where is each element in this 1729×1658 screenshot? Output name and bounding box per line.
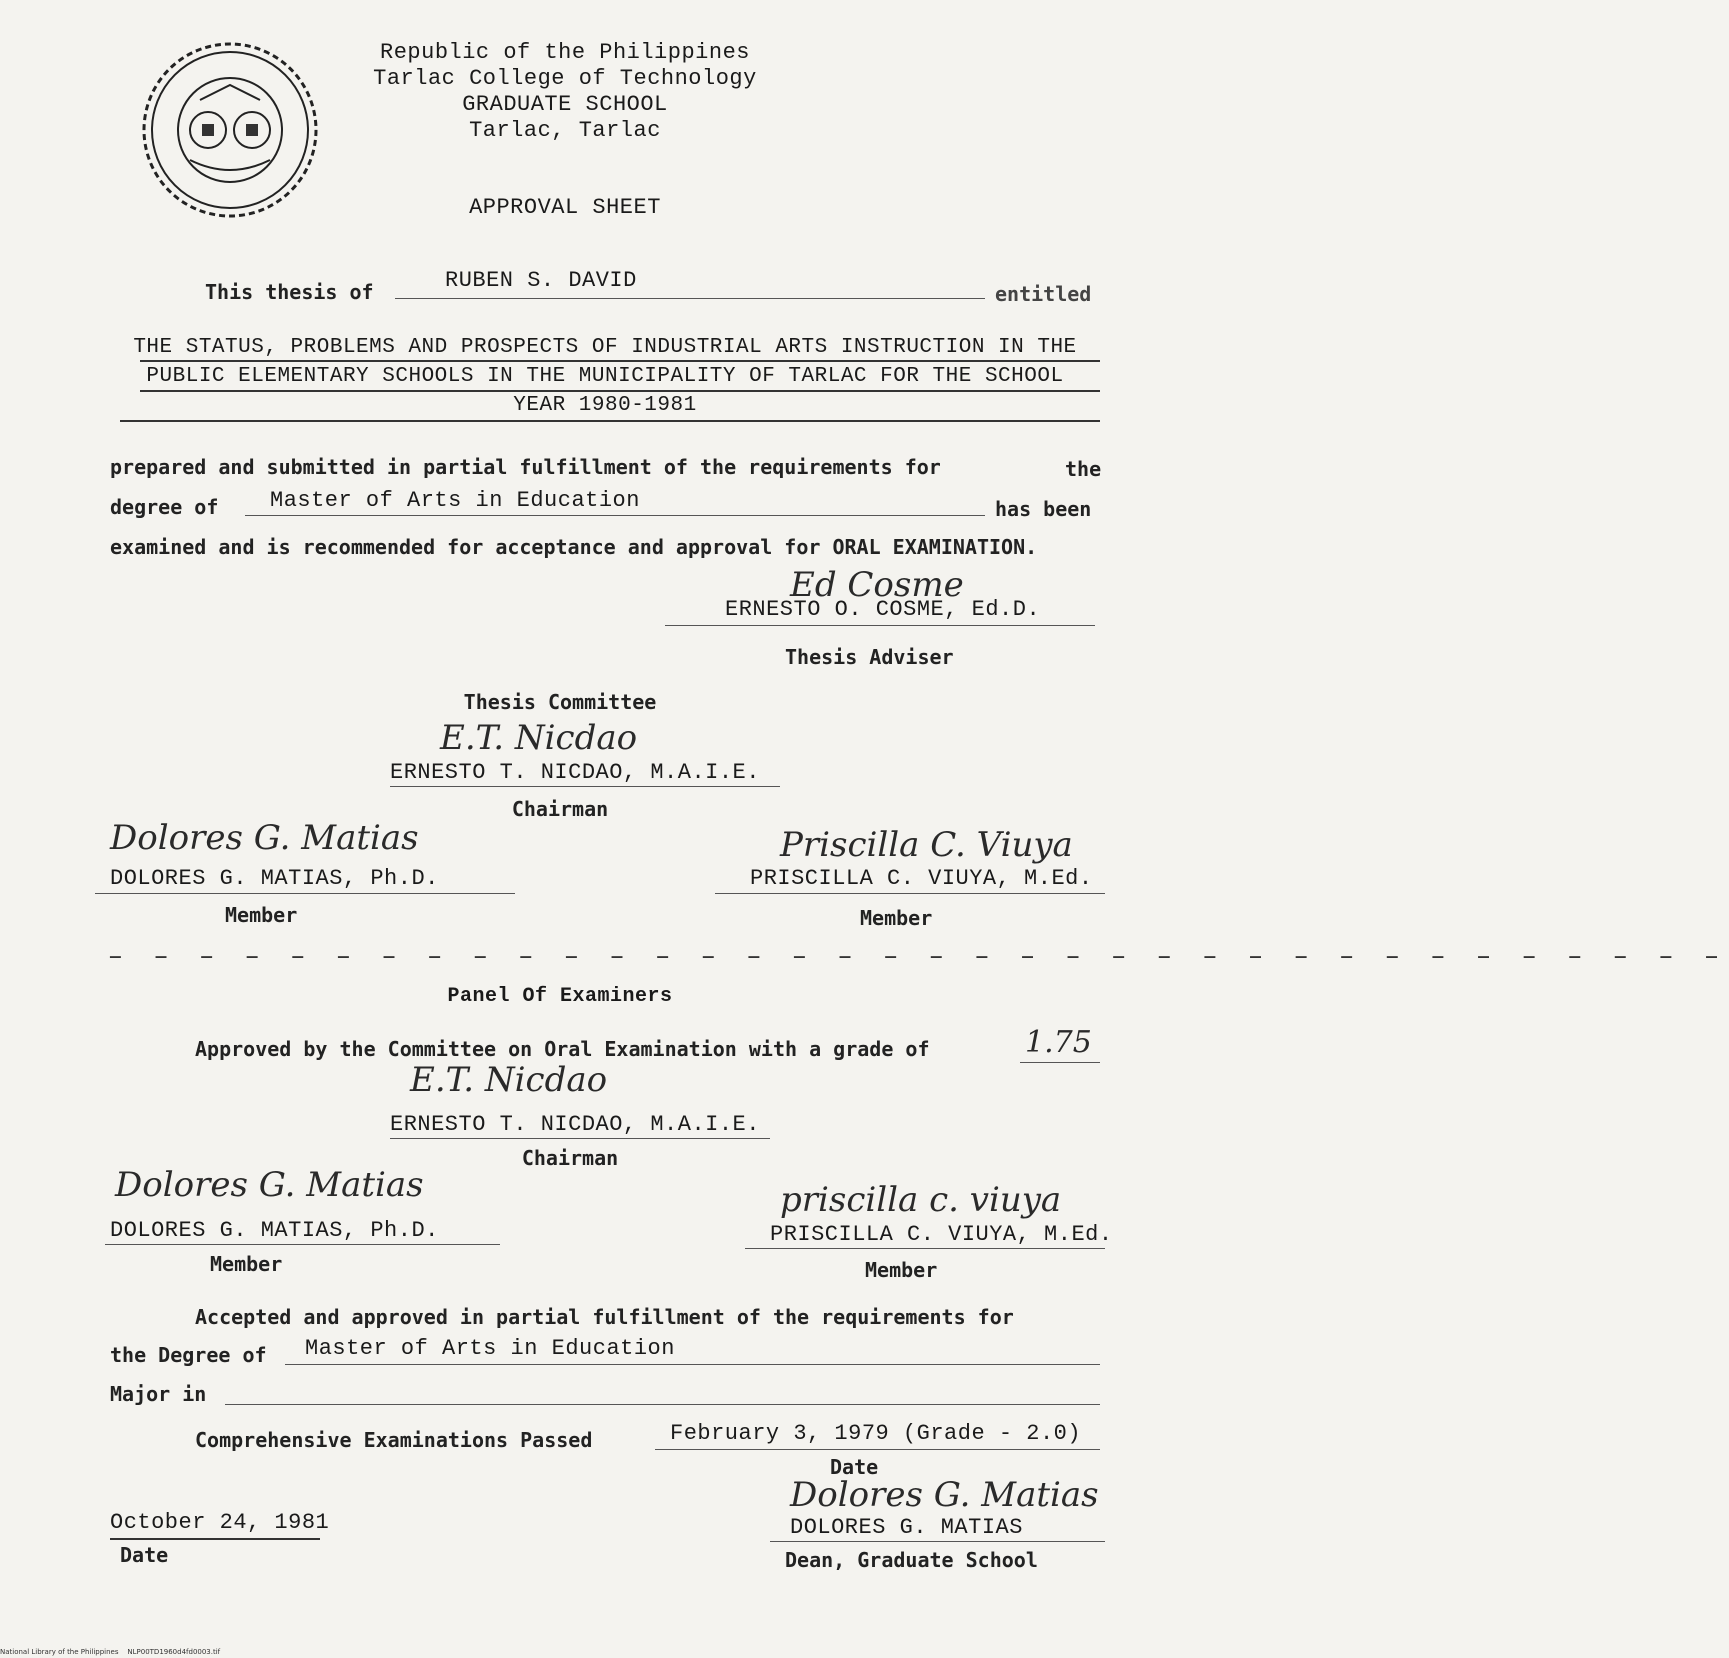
comp-exam-value: February 3, 1979 (Grade - 2.0): [670, 1421, 1082, 1446]
thesis-title-line1: THE STATUS, PROBLEMS AND PROSPECTS OF INDUSTRIAL ARTS INSTRUCTION IN THE: [133, 336, 1077, 359]
sign-date-label: Date: [120, 1543, 169, 1567]
dean-name: DOLORES G. MATIAS: [790, 1515, 1023, 1540]
major-prefix: Major in: [110, 1382, 207, 1406]
committee-member2-name: PRISCILLA C. VIUYA, M.Ed.: [750, 866, 1093, 891]
committee-member1-name: DOLORES G. MATIAS, Ph.D.: [110, 866, 439, 891]
recommendation-line1-end: the: [1065, 457, 1102, 481]
acceptance-degree: Master of Arts in Education: [305, 1336, 675, 1361]
header-college: Tarlac College of Technology: [373, 66, 757, 91]
panel-chairman-signature: E.T. Nicdao: [410, 1060, 608, 1100]
adviser-role: Thesis Adviser: [785, 645, 954, 669]
header-location: Tarlac, Tarlac: [469, 118, 661, 143]
panel-member1-signature: Dolores G. Matias: [115, 1165, 424, 1205]
comp-exam-date-label: Date: [830, 1455, 879, 1479]
adviser-name: ERNESTO O. COSME, Ed.D.: [725, 597, 1041, 622]
degree-prefix: degree of: [110, 495, 219, 519]
thesis-title-line2: PUBLIC ELEMENTARY SCHOOLS IN THE MUNICIPALITY OF TARLAC FOR THE SCHOOL: [146, 365, 1064, 388]
recommendation-line1: prepared and submitted in partial fulfillment of the requirements for: [110, 455, 941, 479]
section-divider: — — — — — — — — — — — — — — — — — — — — — — — — — — — — — — — — — — — —: [110, 948, 1729, 968]
header-graduate-school: GRADUATE SCHOOL: [462, 92, 668, 117]
panel-member2-role: Member: [865, 1258, 938, 1282]
dean-signature: Dolores G. Matias: [790, 1475, 1099, 1515]
thesis-author: RUBEN S. DAVID: [445, 268, 637, 293]
committee-chairman-name: ERNESTO T. NICDAO, M.A.I.E.: [390, 760, 760, 785]
panel-member1-name: DOLORES G. MATIAS, Ph.D.: [110, 1218, 439, 1243]
sheet-title: APPROVAL SHEET: [469, 195, 661, 220]
college-seal: [140, 40, 320, 220]
panel-member2-signature: priscilla c. viuya: [780, 1180, 1062, 1220]
committee-chairman-role: Chairman: [511, 797, 609, 821]
panel-chairman-name: ERNESTO T. NICDAO, M.A.I.E.: [390, 1112, 760, 1137]
acceptance-line1: Accepted and approved in partial fulfillment of the requirements for: [195, 1305, 1014, 1329]
committee-chairman-signature: E.T. Nicdao: [440, 718, 638, 758]
committee-member1-role: Member: [225, 903, 298, 927]
panel-approved-text: Approved by the Committee on Oral Examination with a grade of: [195, 1037, 930, 1061]
panel-grade: 1.75: [1025, 1025, 1092, 1060]
committee-member2-signature: Priscilla C. Viuya: [780, 825, 1073, 865]
scan-footer: National Library of the Philippines NLP00TD1960d4fd0003.tif: [0, 1648, 221, 1656]
degree-value: Master of Arts in Education: [270, 488, 640, 513]
sign-date-value: October 24, 1981: [110, 1510, 330, 1535]
header-republic: Republic of the Philippines: [380, 40, 750, 65]
panel-member2-name: PRISCILLA C. VIUYA, M.Ed.: [770, 1222, 1113, 1247]
panel-member1-role: Member: [210, 1252, 283, 1276]
comp-exam-label: Comprehensive Examinations Passed: [195, 1428, 593, 1452]
recommendation-line3: examined and is recommended for acceptance and approval for ORAL EXAMINATION.: [110, 535, 1038, 559]
panel-chairman-role: Chairman: [521, 1146, 619, 1170]
adviser-signature: Ed Cosme: [790, 565, 964, 605]
panel-heading: Panel Of Examiners: [447, 985, 673, 1008]
dean-role: Dean, Graduate School: [785, 1548, 1038, 1572]
committee-heading: Thesis Committee: [463, 690, 657, 714]
acceptance-degree-prefix: the Degree of: [110, 1343, 267, 1367]
committee-member1-signature: Dolores G. Matias: [110, 818, 419, 858]
degree-suffix: has been: [995, 497, 1092, 521]
thesis-title-line3: YEAR 1980-1981: [513, 394, 697, 417]
thesis-prefix: This thesis of: [205, 280, 374, 304]
committee-member2-role: Member: [860, 906, 933, 930]
thesis-suffix: entitled: [995, 282, 1092, 306]
